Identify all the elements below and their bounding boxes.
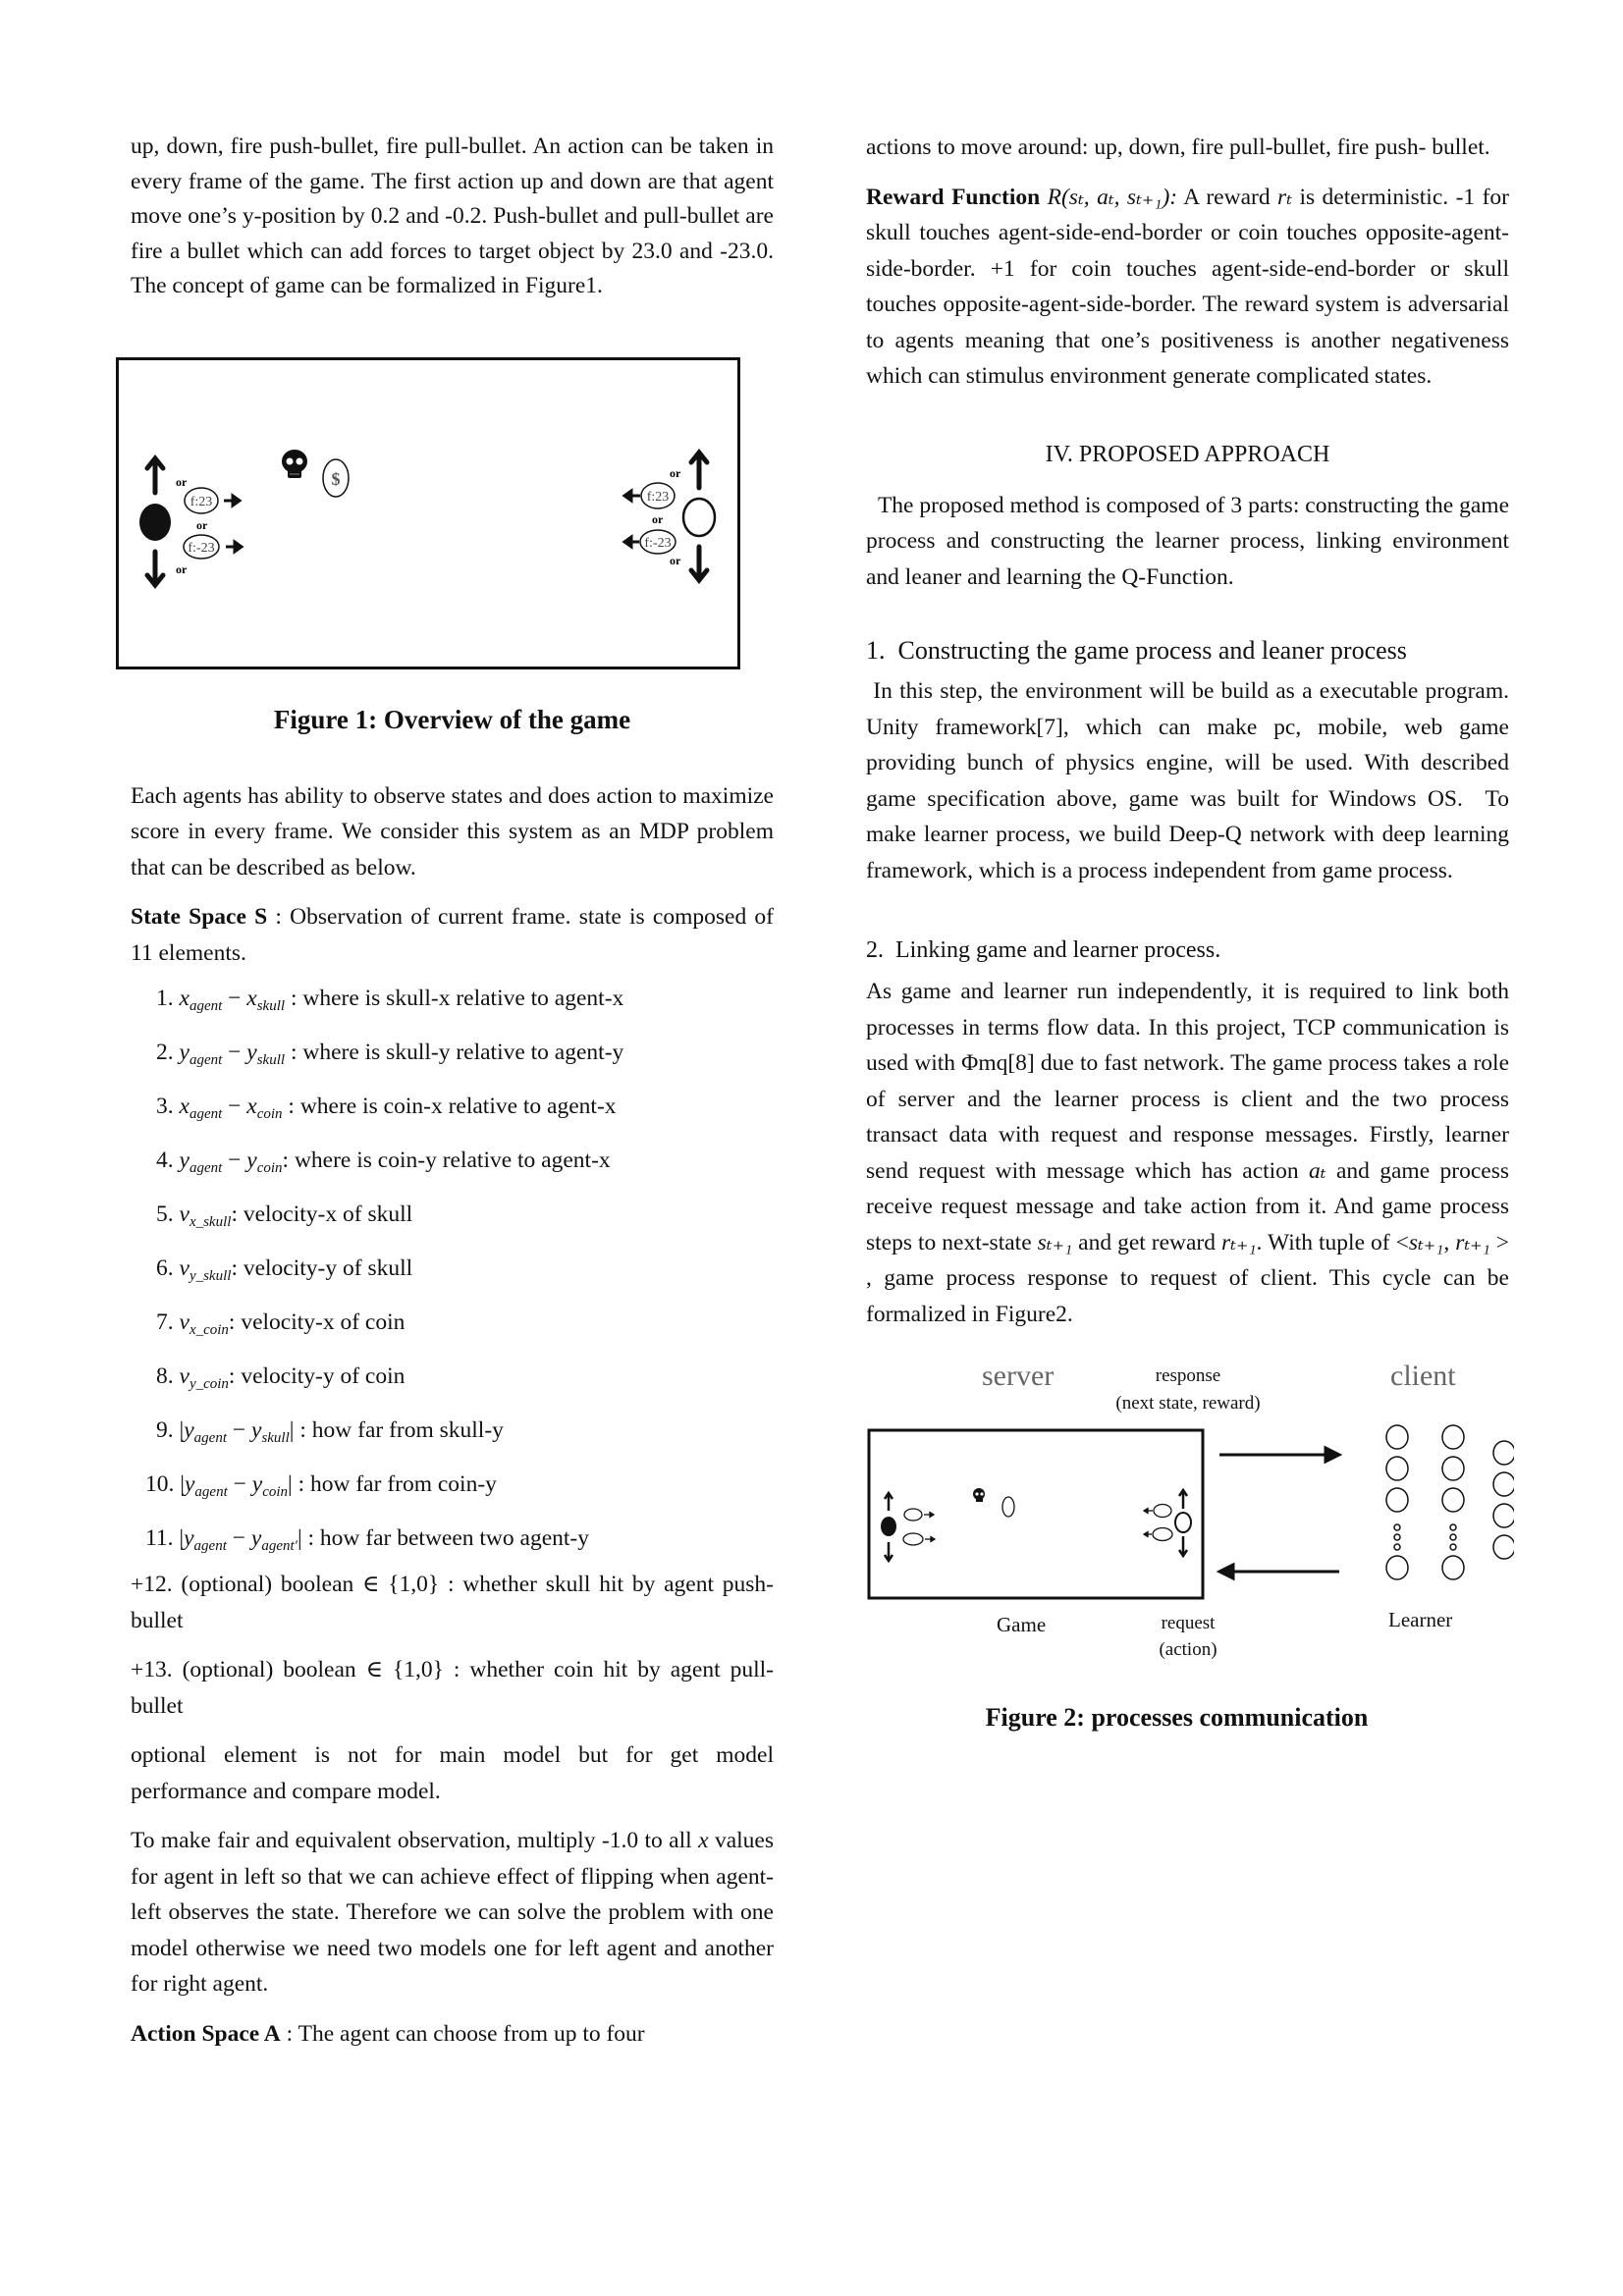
state-element-item: [131, 1467, 774, 1502]
reward-function-label: Reward Function: [866, 184, 1041, 210]
math-variable: y: [184, 1525, 194, 1551]
optional-item-12: +12. (optional) boolean ∈ {1,0} : whether skull hit by agent push-bullet: [131, 1572, 774, 1633]
item-number: 8.: [156, 1363, 180, 1389]
math-subscript: x_coin: [189, 1322, 229, 1338]
state-space-label: State Space S: [131, 904, 268, 930]
right-arrow-icon: [224, 496, 240, 506]
skull-icon: [973, 1488, 985, 1502]
link-text-d: . With tuple of <: [1256, 1229, 1409, 1255]
approach-paragraph: The proposed method is composed of 3 parts: constructing the game process and constructing the learner process, linking environment and leaner and learning the Q-Function.: [866, 492, 1515, 590]
state-element-item: [131, 1251, 774, 1286]
math-subscript: agent: [194, 1484, 228, 1500]
state-element-item: [131, 1035, 774, 1070]
math-variable: v: [179, 1201, 189, 1227]
right-arrow-icon: [226, 542, 242, 552]
request-detail: (action): [1159, 1639, 1217, 1660]
optional-item-13: +13. (optional) boolean ∈ {1,0} : whether coin hit by agent pull-bullet: [131, 1657, 774, 1719]
item-description: : where is skull-y relative to agent-y: [285, 1040, 624, 1065]
tuple-reward-variable: rₜ₊₁: [1455, 1229, 1490, 1255]
neuron-node: [1450, 1544, 1456, 1550]
math-variable: y: [184, 1471, 195, 1497]
item-description: : velocity-x of coin: [228, 1309, 406, 1335]
item-number: 7.: [156, 1309, 180, 1335]
coin-symbol: $: [331, 468, 341, 489]
math-operator: −: [222, 1148, 247, 1173]
math-variable: y: [246, 1040, 257, 1065]
down-arrow-icon: [1179, 1536, 1187, 1556]
reward-text-a: A reward: [1177, 184, 1278, 210]
math-subscript: x_skull: [189, 1214, 232, 1230]
item-description: : where is skull-x relative to agent-x: [285, 986, 624, 1011]
math-variable: y: [251, 1471, 263, 1497]
learner-label: Learner: [1388, 1608, 1453, 1631]
math-subscript: y_skull: [189, 1268, 232, 1284]
neuron-node: [1442, 1488, 1464, 1512]
request-arrow: [1219, 1565, 1339, 1578]
item-number: 11.: [145, 1525, 180, 1551]
math-operator: −: [226, 1417, 251, 1443]
math-subscript: agent: [193, 1430, 227, 1446]
up-arrow-icon: [691, 453, 707, 488]
right-agent: [683, 499, 715, 536]
neuron-node: [1386, 1457, 1408, 1480]
item-description: : where is coin-y relative to agent-x: [282, 1148, 611, 1173]
force-negative-label: f:-23: [644, 535, 672, 551]
item-number: 10.: [145, 1471, 181, 1497]
math-operator: −: [227, 1471, 252, 1497]
server-label: server: [982, 1360, 1055, 1392]
math-subscript: skull: [256, 998, 286, 1014]
action-space-paragraph: [131, 2016, 774, 2053]
or-label: or: [670, 465, 681, 480]
item-number: 4.: [156, 1148, 180, 1173]
left-agent: [139, 504, 171, 541]
state-element-item: [131, 1089, 774, 1124]
left-agent-circle: [139, 504, 171, 541]
or-label: or: [196, 517, 208, 532]
reward-function-paragraph: [866, 180, 1509, 395]
link-text-b: and game process receive request message and take action from it. And game process steps to next-state: [866, 1157, 1509, 1255]
right-agent-circle: [683, 499, 715, 536]
right-column: [866, 130, 1515, 1733]
coin-icon: [1002, 1497, 1014, 1517]
left-agent-circle: [881, 1517, 896, 1536]
intro-paragraph: up, down, fire push-bullet, fire pull-bullet. An action can be taken in every frame of the game. The first action up and down are that agent move one’s y-position by 0.2 and -0.2. Push-bullet and pull-bullet are fire a bullet which can add forces to target object by 23.0 and -23.0. The concept of game can be formalized in Figure1.: [131, 133, 774, 298]
neuron-node: [1394, 1524, 1400, 1530]
abs-bar: |: [297, 1525, 302, 1551]
state-element-item: [131, 1305, 774, 1340]
math-variable: y: [179, 1040, 189, 1065]
state-element-item: [131, 1359, 774, 1394]
force-positive-label: f:23: [189, 494, 213, 509]
game-label: Game: [997, 1613, 1047, 1636]
force-negative-label: f:-23: [188, 540, 215, 556]
math-subscript: agent′: [261, 1538, 298, 1554]
item-description: : how far from coin-y: [292, 1471, 497, 1497]
response-arrow: [1219, 1448, 1339, 1462]
state-element-list: [131, 981, 774, 1556]
item-description: : velocity-x of skull: [231, 1201, 413, 1227]
reward-text-b: is deterministic. -1 for skull touches agent-side-end-border or coin touches opposite-agent-side-border. +1 for coin touches agent-side-end-border or skull touches opposite-agent-side-border. The reward system is adversarial to agents meaning that one’s positiveness is another negativeness which can stimulus environment generate complicated states.: [866, 184, 1509, 389]
neuron-node: [1394, 1544, 1400, 1550]
right-agent-circle: [1175, 1513, 1191, 1532]
math-variable: x: [179, 986, 189, 1011]
link-text-a: As game and learner run independently, it is required to link both processes in terms flow data. In this project, TCP communication is used with Φmq[8] due to fast network. The game process takes a role of server and the learner process is client and the two process transact data with request and response messages. Firstly, learner send request with message which has action: [866, 979, 1509, 1184]
reward-variable: rₜ: [1277, 184, 1292, 210]
neuron-node: [1450, 1534, 1456, 1540]
math-subscript: agent: [189, 1052, 223, 1068]
subsection-2-paragraph: [866, 974, 1509, 1332]
neuron-node: [1493, 1472, 1514, 1496]
neuron-node: [1450, 1524, 1456, 1530]
math-subscript: agent: [193, 1538, 227, 1554]
state-element-item: [131, 981, 774, 1016]
math-variable: y: [184, 1417, 194, 1443]
neuron-node: [1386, 1425, 1408, 1449]
figure-2-process-communication: [866, 1360, 1514, 1674]
action-space-text: : The agent can choose from up to four: [280, 2020, 645, 2047]
state-element-item: [131, 1197, 774, 1232]
state-element-item: [131, 1521, 774, 1556]
up-arrow-icon: [885, 1493, 893, 1511]
neuron-node: [1442, 1457, 1464, 1480]
response-label: response: [1155, 1365, 1221, 1386]
math-subscript: y_coin: [189, 1376, 229, 1392]
item-number: 2.: [156, 1040, 180, 1065]
left-arrow-icon: [624, 491, 640, 501]
subsection-1-paragraph: In this step, the environment will be build as a executable program. Unity framework[7], which can make pc, mobile, web game providing bunch of physics engine, will be used. With described game specification above, game was built for Windows OS. To make learner process, we build Deep-Q network with deep learning framework, which is a process independent from game process.: [866, 678, 1515, 883]
neuron-node: [1442, 1556, 1464, 1579]
neuron-node: [1386, 1488, 1408, 1512]
item-number: 9.: [156, 1417, 180, 1443]
neuron-node: [1386, 1556, 1408, 1579]
left-column: [131, 130, 774, 2052]
math-variable: x: [246, 1094, 257, 1119]
figure-2-caption: Figure 2: processes communication: [985, 1703, 1369, 1732]
item-description: : how far between two agent-y: [301, 1525, 589, 1551]
state-space-paragraph: [131, 899, 774, 971]
abs-bar: |: [288, 1471, 293, 1497]
state-element-item: [131, 1413, 774, 1448]
subsection-1-heading: 1. Constructing the game process and leaner process: [866, 636, 1407, 665]
math-subscript: skull: [256, 1052, 286, 1068]
math-variable: y: [251, 1417, 262, 1443]
neuron-node: [1493, 1535, 1514, 1559]
math-operator: −: [222, 1040, 247, 1065]
flip-text-post: values for agent in left so that we can achieve effect of flipping when agent-left observes the state. Therefore we can solve the problem with one model otherwise we need two models one for left agent and another for right agent.: [131, 1828, 774, 1997]
neuron-node: [1442, 1425, 1464, 1449]
request-label: request: [1161, 1613, 1216, 1633]
game-box: [869, 1430, 1203, 1598]
math-variable: x: [179, 1094, 189, 1119]
subsection-2-heading: 2. Linking game and learner process.: [866, 937, 1221, 963]
next-state-variable: sₜ₊₁: [1037, 1229, 1073, 1255]
learner-network: [1386, 1425, 1514, 1579]
math-subscript: coin: [256, 1106, 283, 1122]
abs-bar: |: [289, 1417, 295, 1443]
math-operator: −: [226, 1525, 251, 1551]
item-description: : where is coin-x relative to agent-x: [282, 1094, 617, 1119]
math-subscript: skull: [261, 1430, 290, 1446]
abs-bar: |: [179, 1525, 185, 1551]
coin-icon: [323, 459, 349, 497]
math-variable: y: [250, 1525, 262, 1551]
client-label: client: [1390, 1360, 1456, 1392]
item-number: 1.: [156, 986, 180, 1011]
item-description: : how far from skull-y: [294, 1417, 504, 1443]
figure-1-game-overview: [116, 357, 740, 669]
up-arrow-icon: [147, 458, 163, 493]
link-text-c: and get reward: [1072, 1229, 1221, 1255]
math-subscript: agent: [189, 1160, 223, 1176]
flip-paragraph: [131, 1823, 774, 2002]
action-space-label: Action Space A: [131, 2020, 281, 2047]
x-variable: x: [698, 1828, 709, 1853]
or-label: or: [652, 511, 664, 526]
flip-text-pre: To make fair and equivalent observation, multiply -1.0 to all: [131, 1828, 699, 1853]
math-variable: v: [179, 1309, 189, 1335]
tuple-state-variable: sₜ₊₁: [1408, 1229, 1444, 1255]
abs-bar: |: [179, 1417, 185, 1443]
math-subscript: coin: [262, 1484, 289, 1500]
or-label: or: [176, 561, 188, 576]
abs-bar: |: [180, 1471, 185, 1497]
mdp-paragraph: Each agents has ability to observe states and does action to maximize score in every frame. We consider this system as an MDP problem that can be described as below.: [131, 782, 774, 881]
math-subscript: agent: [189, 1106, 223, 1122]
math-variable: x: [246, 986, 257, 1011]
math-operator: −: [222, 986, 247, 1011]
reward-next-variable: rₜ₊₁: [1221, 1229, 1257, 1255]
up-arrow-icon: [1179, 1490, 1187, 1509]
down-arrow-icon: [147, 552, 163, 585]
response-detail: (next state, reward): [1115, 1393, 1261, 1414]
neuron-node: [1493, 1441, 1514, 1465]
math-variable: v: [179, 1363, 189, 1389]
optional-note: optional element is not for main model but for get model performance and compare model.: [131, 1742, 774, 1804]
action-continuation: actions to move around: up, down, fire pull-bullet, fire push- bullet.: [866, 134, 1490, 160]
item-description: : velocity-y of coin: [228, 1363, 406, 1389]
item-number: 5.: [156, 1201, 180, 1227]
neuron-node: [1493, 1504, 1514, 1527]
state-space-text: : Observation of current frame. state is composed of 11 elements.: [131, 904, 774, 966]
link-text-f: > , game process response to request of client. This cycle can be formalized in Figure2.: [866, 1229, 1509, 1327]
link-text-e: ,: [1443, 1229, 1456, 1255]
down-arrow-icon: [885, 1542, 893, 1561]
item-number: 3.: [156, 1094, 180, 1119]
reward-formula: R(sₜ, aₜ, sₜ₊₁):: [1047, 184, 1178, 210]
down-arrow-icon: [691, 547, 707, 580]
section-heading: IV. PROPOSED APPROACH: [1045, 441, 1330, 467]
math-variable: y: [179, 1148, 189, 1173]
math-subscript: coin: [256, 1160, 283, 1176]
left-arrow-icon: [624, 537, 639, 547]
figure-1-diagram: [119, 360, 737, 667]
math-operator: −: [222, 1094, 247, 1119]
force-positive-label: f:23: [646, 489, 670, 505]
or-label: or: [670, 553, 681, 567]
action-variable: aₜ: [1309, 1157, 1326, 1184]
figure-1-caption: Figure 1: Overview of the game: [273, 704, 631, 734]
or-label: or: [176, 474, 188, 489]
item-description: : velocity-y of skull: [231, 1255, 413, 1281]
math-variable: v: [179, 1255, 189, 1281]
math-variable: y: [246, 1148, 257, 1173]
skull-icon: [282, 450, 307, 478]
math-subscript: agent: [189, 998, 223, 1014]
neuron-node: [1394, 1534, 1400, 1540]
item-number: 6.: [156, 1255, 180, 1281]
state-element-item: [131, 1143, 774, 1178]
